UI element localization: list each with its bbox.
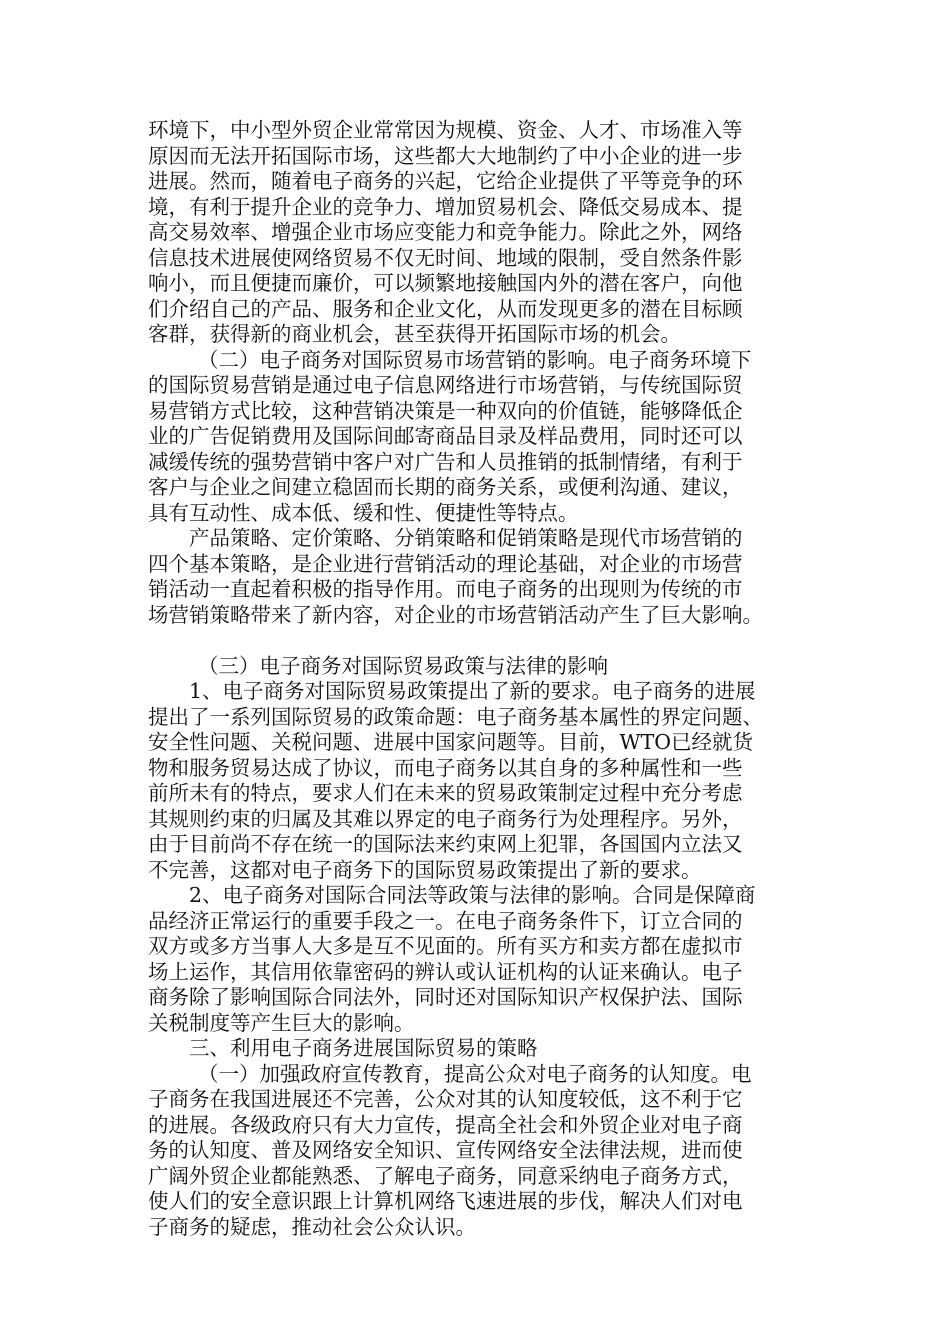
text-line: 使人们的安全意识跟上计算机网络飞速进展的步伐，解决人们对电 bbox=[148, 1189, 743, 1213]
text-line: 易营销方式比较，这种营销决策是一种双向的价值链，能够降低企 bbox=[148, 398, 743, 423]
text-line: 客群，获得新的商业机会，甚至获得开拓国际市场的机会。 bbox=[148, 322, 681, 346]
text-line: 场营销策略带来了新内容，对企业的市场营销活动产生了巨大影响。 bbox=[148, 602, 763, 627]
text-line: 的国际贸易营销是通过电子信息网络进行市场营销，与传统国际贸 bbox=[148, 373, 743, 397]
text-line: 境，有利于提升企业的竞争力、增加贸易机会、降低交易成本、提 bbox=[148, 194, 743, 219]
paragraph-start: 1、电子商务对国际贸易政策提出了新的要求。电子商务的进展 bbox=[189, 679, 756, 703]
text-line: 其规则约束的归属及其难以界定的电子商务行为处理程序。另外， bbox=[148, 806, 743, 831]
text-line: 双方或多方当事人大多是互不见面的。所有买方和卖方都在虚拟市 bbox=[148, 934, 743, 958]
paragraph-start: 2、电子商务对国际合同法等政策与法律的影响。合同是保障商 bbox=[189, 883, 756, 907]
text-line: 广阔外贸企业都能熟悉、了解电子商务，同意采纳电子商务方式， bbox=[148, 1163, 743, 1188]
text-line: 商务除了影响国际合同法外，同时还对国际知识产权保护法、国际 bbox=[148, 985, 743, 1009]
text-line: 原因而无法开拓国际市场，这些都大大地制约了中小企业的进一步 bbox=[148, 143, 743, 168]
section-heading: （三）电子商务对国际贸易政策与法律的影响 bbox=[198, 653, 608, 678]
text-line: 提出了一系列国际贸易的政策命题：电子商务基本属性的界定问题、 bbox=[148, 704, 763, 729]
text-line: 响小，而且便捷而廉价，可以频繁地接触国内外的潜在客户，向他 bbox=[148, 271, 743, 295]
text-line: 高交易效率、增强企业市场应变能力和竞争能力。除此之外，网络 bbox=[148, 220, 743, 244]
text-line: 关税制度等产生巨大的影响。 bbox=[148, 1010, 415, 1035]
text-line: 减缓传统的强势营销中客户对广告和人员推销的抵制情绪，有利于 bbox=[148, 449, 743, 474]
text-line: 四个基本策略，是企业进行营销活动的理论基础，对企业的市场营 bbox=[148, 551, 743, 576]
text-line: 子商务的疑虑，推动社会公众认识。 bbox=[148, 1214, 476, 1239]
text-line: 前所未有的特点，要求人们在未来的贸易政策制定过程中充分考虑 bbox=[148, 781, 743, 805]
text-line: 由于目前尚不存在统一的国际法来约束网上犯罪，各国国内立法又 bbox=[148, 832, 743, 856]
text-line: 务的认知度、普及网络安全知识、宣传网络安全法律法规，进而使 bbox=[148, 1138, 743, 1162]
text-line: 物和服务贸易达成了协议，而电子商务以其自身的多种属性和一些 bbox=[148, 755, 743, 780]
text-line: 环境下，中小型外贸企业常常因为规模、资金、人才、市场准入等 bbox=[148, 118, 743, 142]
text-line: 品经济正常运行的重要手段之一。在电子商务条件下，订立合同的 bbox=[148, 908, 743, 933]
text-line: 业的广告促销费用及国际间邮寄商品目录及样品费用，同时还可以 bbox=[148, 424, 743, 448]
text-line: 不完善，这都对电子商务下的国际贸易政策提出了新的要求。 bbox=[148, 857, 702, 882]
paragraph-start: 产品策略、定价策略、分销策略和促销策略是现代市场营销的 bbox=[189, 526, 743, 550]
text-line: 的进展。各级政府只有大力宣传，提高全社会和外贸企业对电子商 bbox=[148, 1112, 743, 1137]
section-heading: （二）电子商务对国际贸易市场营销的影响。电子商务环境下 bbox=[198, 347, 752, 372]
blank-line bbox=[148, 628, 804, 654]
text-line: 场上运作，其信用依靠密码的辨认或认证机构的认证来确认。电子 bbox=[148, 959, 743, 984]
document-body bbox=[148, 118, 804, 1240]
section-heading: 三、利用电子商务进展国际贸易的策略 bbox=[189, 1036, 538, 1060]
text-line: 客户与企业之间建立稳固而长期的商务关系，或便利沟通、建议， bbox=[148, 475, 743, 499]
text-line: 具有互动性、成本低、缓和性、便捷性等特点。 bbox=[148, 500, 579, 525]
text-line: 们介绍自己的产品、服务和企业文化，从而发现更多的潜在目标顾 bbox=[148, 296, 743, 321]
text-line: 信息技术进展使网络贸易不仅无时间、地域的限制，受自然条件影 bbox=[148, 245, 743, 270]
text-line: 子商务在我国进展还不完善，公众对其的认知度较低，这不利于它 bbox=[148, 1087, 743, 1111]
text-line: 安全性问题、关税问题、进展中国家问题等。目前，WTO已经就货 bbox=[148, 730, 754, 754]
section-heading: （一）加强政府宣传教育，提高公众对电子商务的认知度。电 bbox=[198, 1061, 752, 1086]
text-line: 进展。然而，随着电子商务的兴起，它给企业提供了平等竞争的环 bbox=[148, 169, 743, 193]
text-line: 销活动一直起着积极的指导作用。而电子商务的出现则为传统的市 bbox=[148, 577, 743, 601]
